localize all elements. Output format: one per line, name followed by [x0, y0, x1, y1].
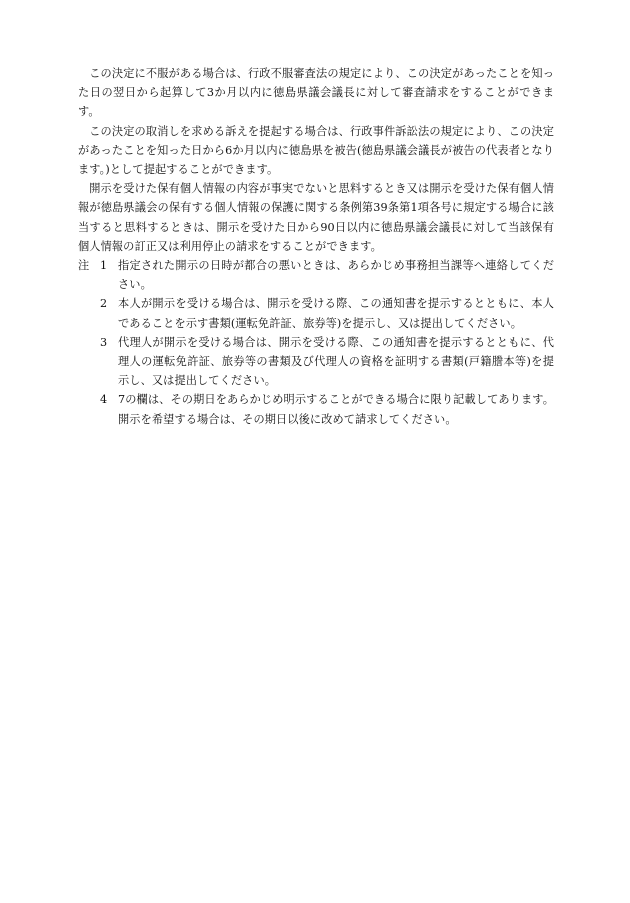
note-text: 指定された開示の日時が都合の悪いときは、あらかじめ事務担当課等へ連絡してください。 — [118, 259, 554, 292]
notes-label: 注 — [78, 259, 90, 273]
note-item-3 — [78, 333, 554, 391]
note-text: 本人が開示を受ける場合は、開示を受ける際、この通知書を提示するとともに、本人であることを示す書類(運転免許証、旅券等)を提示し、又は提出してください。 — [118, 297, 554, 330]
note-text: 7の欄は、その期日をあらかじめ明示することができる場合に限り記載してあります。開示を希望する場合は、その期日以後に改めて請求してください。 — [118, 393, 554, 426]
notes-section — [78, 256, 554, 429]
paragraph-correction: 開示を受けた保有個人情報の内容が事実でないと思料するとき又は開示を受けた保有個人情報が徳島県議会の保有する個人情報の保護に関する条例第39条第1項各号に規定する場合に該当すると思料するときは、開示を受けた日から90日以内に徳島県議会議長に対して当該保有個人情報の訂正又は利用停止の請求をすることができます。 — [78, 182, 554, 253]
note-item-1 — [78, 256, 554, 294]
note-number: 1 — [100, 259, 108, 273]
note-number: 3 — [100, 335, 108, 349]
note-number: 4 — [100, 393, 108, 407]
note-item-2 — [78, 294, 554, 332]
paragraph-lawsuit: この決定の取消しを求める訴えを提起する場合は、行政事件訴訟法の規定により、この決定があったことを知った日から6か月以内に徳島県を被告(徳島県議会議長が被告の代表者となります。)として提起することができます。 — [78, 124, 554, 177]
document-page — [78, 64, 554, 429]
note-text: 代理人が開示を受ける場合は、開示を受ける際、この通知書を提示するとともに、代理人の運転免許証、旅券等の書類及び代理人の資格を証明する書類(戸籍謄本等)を提示し、又は提出してください。 — [118, 335, 554, 388]
paragraph-appeal: この決定に不服がある場合は、行政不服審査法の規定により、この決定があったことを知った日の翌日から起算して3か月以内に徳島県議会議長に対して審査請求をすることができます。 — [78, 67, 554, 119]
note-item-4 — [78, 390, 554, 428]
note-number: 2 — [100, 297, 108, 311]
